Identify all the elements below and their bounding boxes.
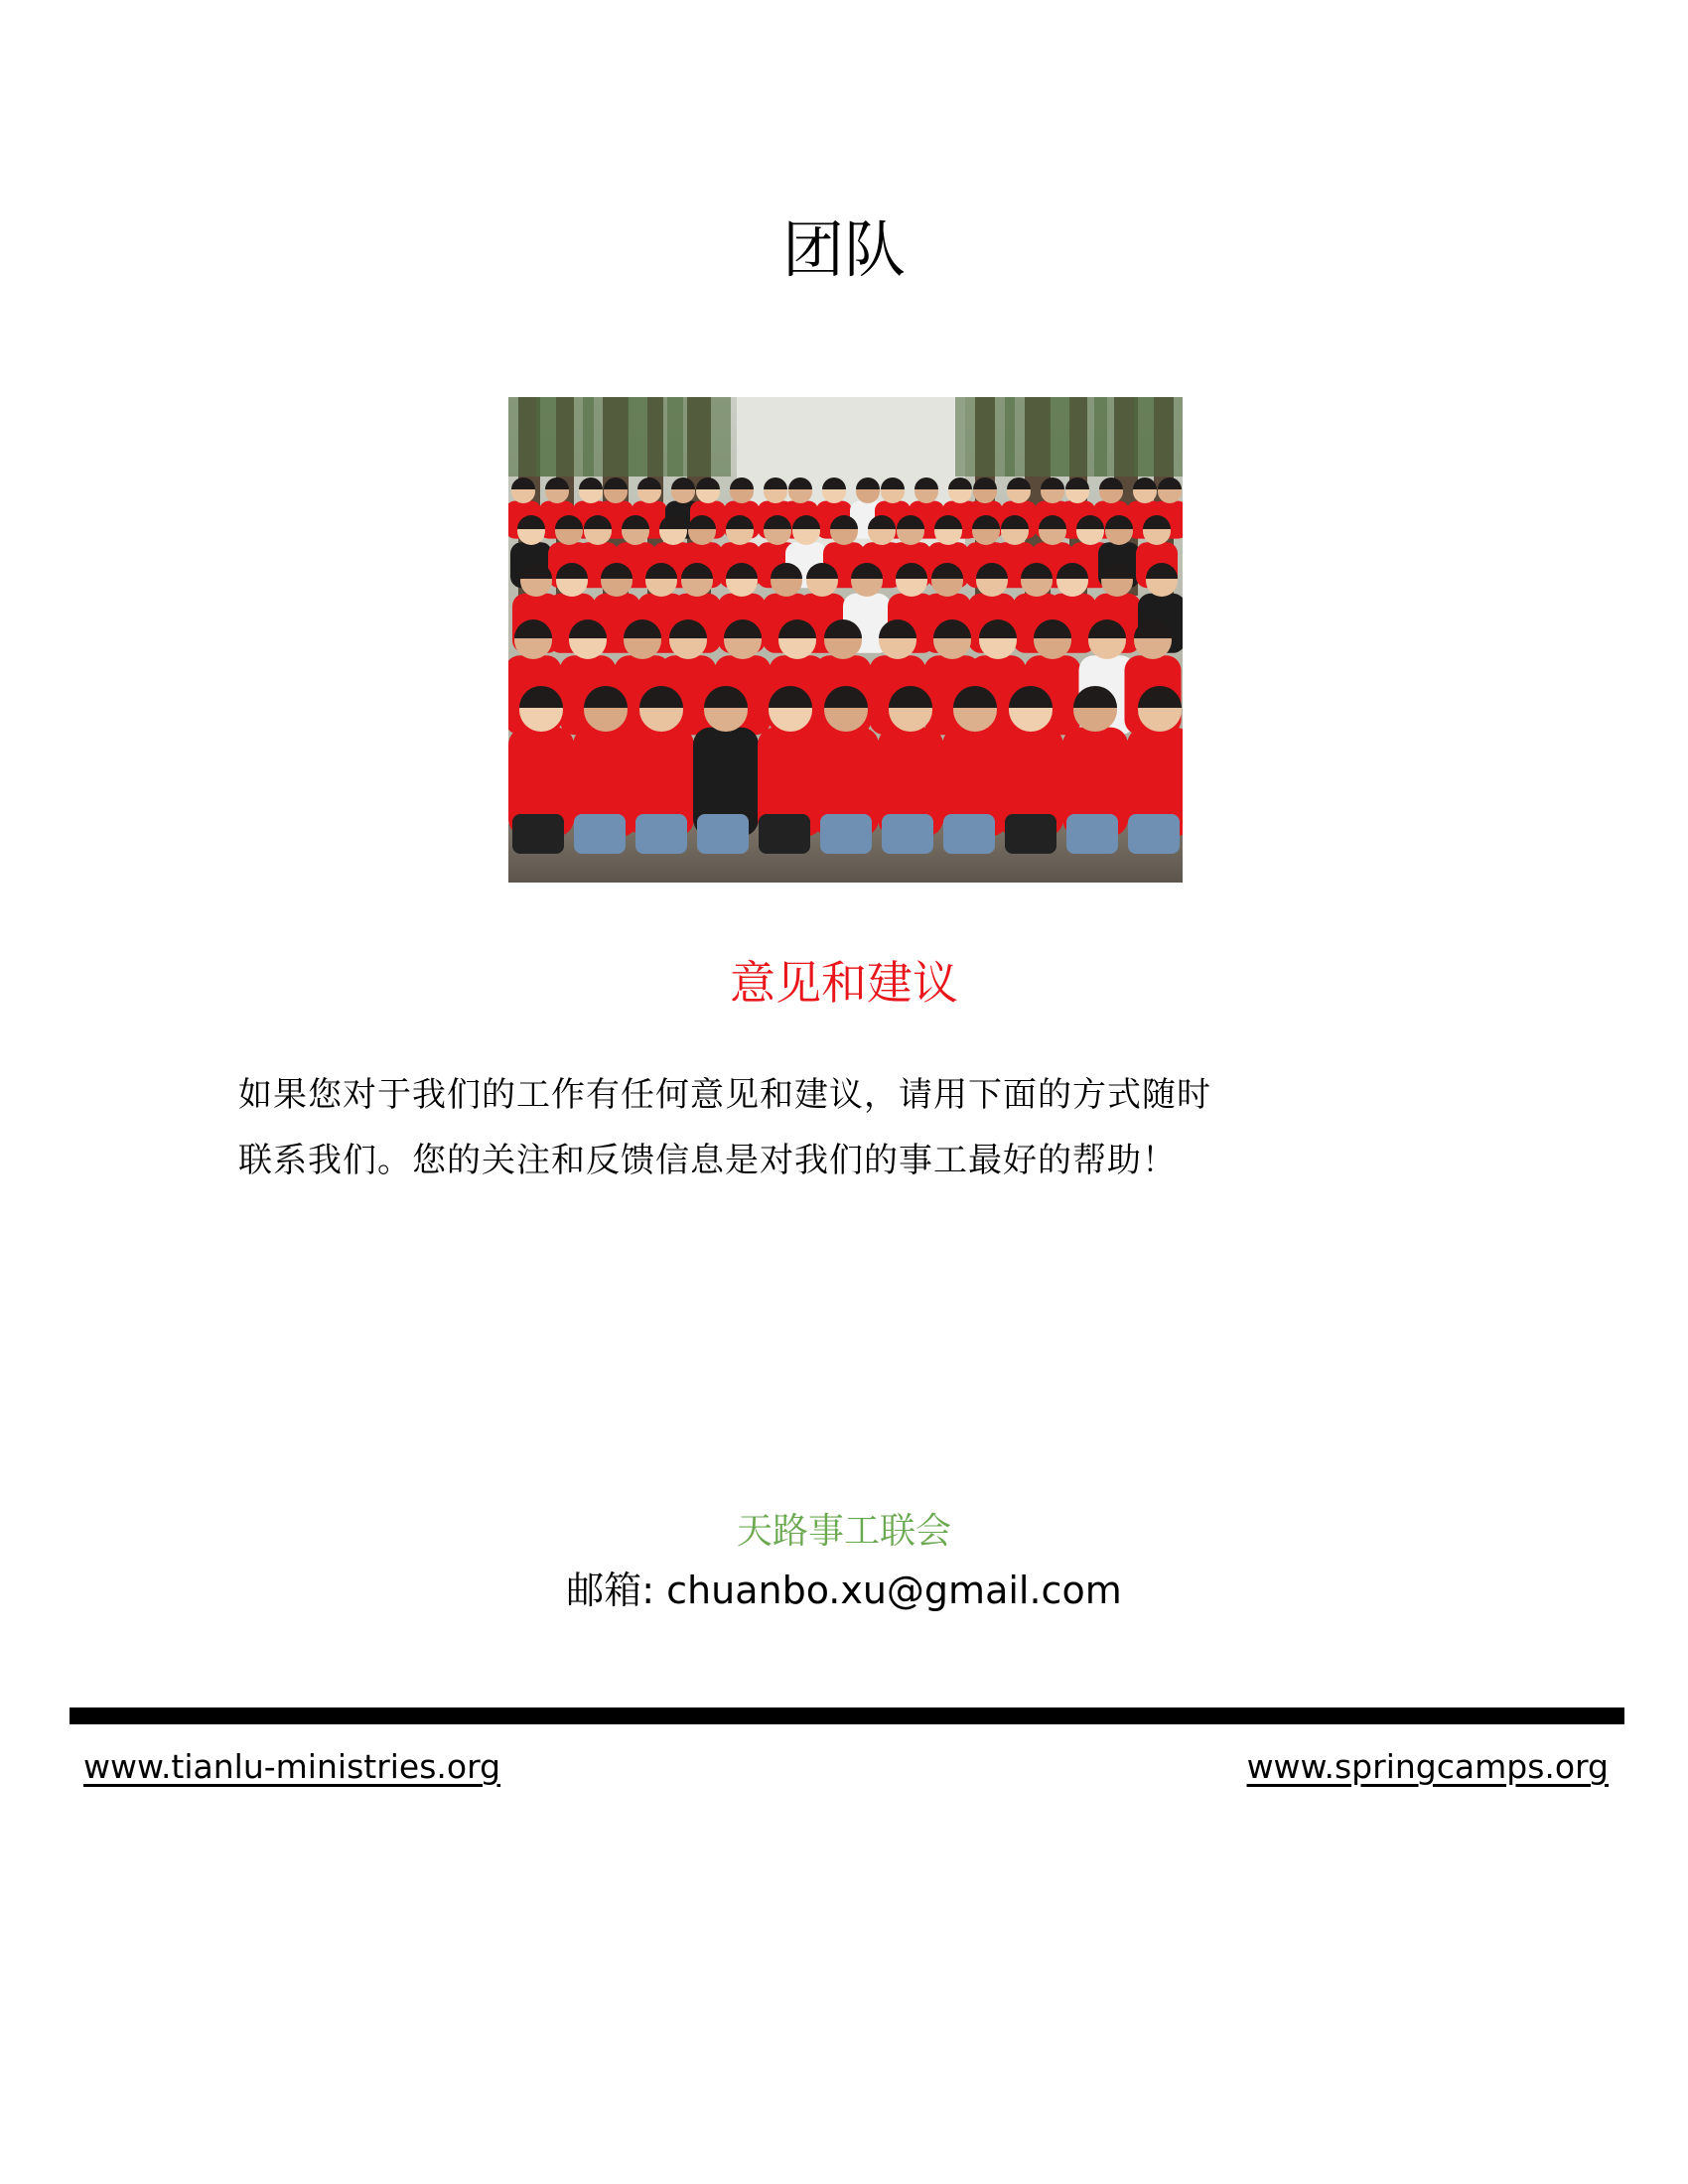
team-member-legs (820, 814, 872, 854)
team-member-legs (882, 814, 933, 854)
team-member-legs (1005, 814, 1056, 854)
team-member-legs (759, 814, 810, 854)
feedback-line-2: 联系我们。您的关注和反馈信息是对我们的事工最好的帮助！ (238, 1141, 1177, 1180)
team-member-legs (1128, 814, 1180, 854)
feedback-heading: 意见和建议 (730, 956, 958, 1010)
footer-divider (70, 1707, 1624, 1724)
tianlu-ministries-link[interactable]: www.tianlu-ministries.org (83, 1747, 501, 1786)
page-title: 团队 (781, 213, 906, 286)
team-member-legs (512, 814, 564, 854)
org-name: 天路事工联会 (736, 1511, 951, 1552)
team-photo-image (508, 397, 1183, 883)
feedback-paragraph (238, 1062, 1410, 1193)
team-member-legs (574, 814, 626, 854)
feedback-line-1: 如果您对于我们的工作有任何意见和建议，请用下面的方式随时 (238, 1075, 1211, 1115)
team-photo (508, 397, 1183, 883)
team-member-legs (943, 814, 995, 854)
email-line: 邮箱: chuanbo.xu@gmail.com (566, 1569, 1122, 1612)
team-member-legs (697, 814, 749, 854)
team-member-legs (1066, 814, 1118, 854)
springcamps-link[interactable]: www.springcamps.org (1246, 1747, 1609, 1786)
team-member-legs (635, 814, 687, 854)
